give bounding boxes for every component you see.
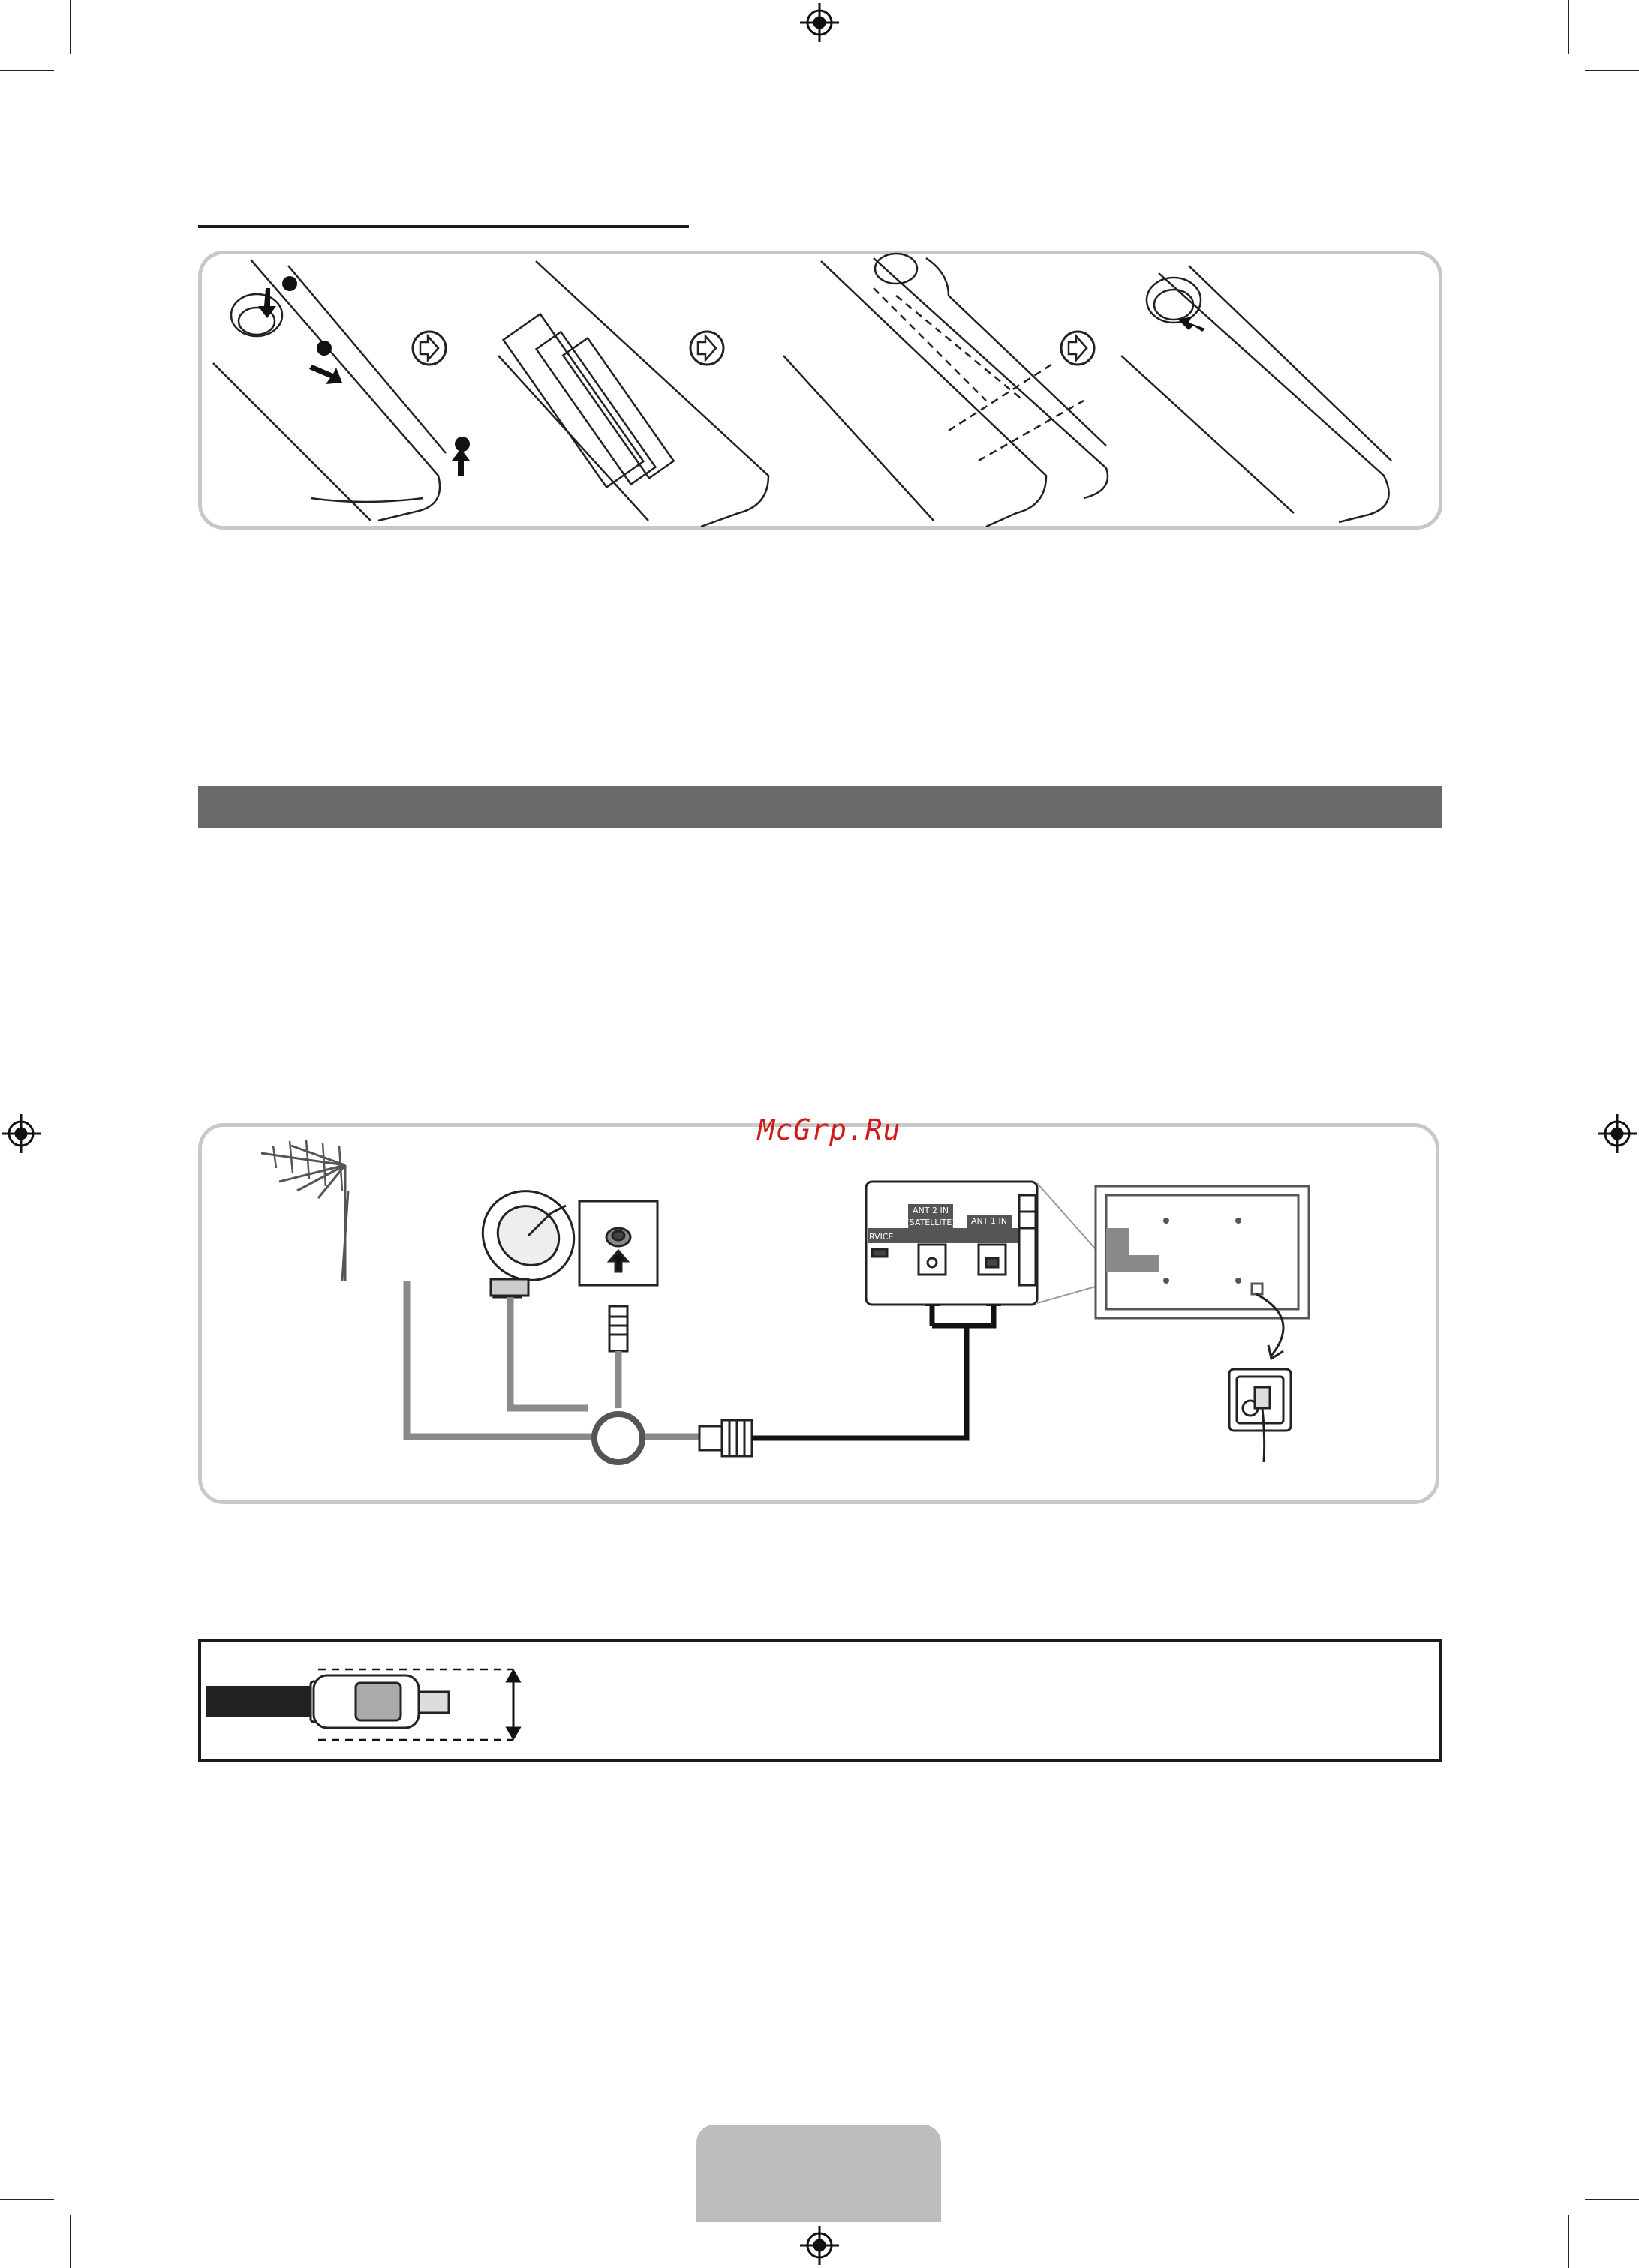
push-arrow-icon	[1178, 317, 1205, 332]
wall-antenna-socket-icon	[579, 1201, 657, 1285]
step-dot-2	[317, 341, 332, 356]
remote-step-1	[213, 260, 446, 521]
heading-underline	[198, 225, 689, 228]
height-arrow-icon	[507, 1671, 519, 1738]
satellite-dish-icon	[465, 1173, 591, 1298]
remote-step-3	[783, 254, 1108, 527]
remote-step-2	[498, 261, 768, 527]
up-arrow-icon	[452, 449, 470, 476]
port-label-ant2-satellite: (SATELLITE)	[906, 1218, 955, 1227]
circle-right-arrow-icon	[690, 332, 723, 365]
down-arrow-icon	[258, 288, 276, 318]
port-label-service: RVICE	[869, 1232, 894, 1242]
remote-step-4	[1121, 266, 1391, 522]
cable-body	[206, 1686, 326, 1717]
battery-steps-illustration	[198, 251, 1442, 530]
tv-port-panel	[866, 1182, 1037, 1305]
antenna-icon	[261, 1140, 348, 1281]
step-dot-1	[282, 276, 297, 291]
crosshair-target-icon	[1598, 1114, 1637, 1153]
hdmi-cable-illustration	[198, 1639, 536, 1762]
hdmi-plug-icon	[311, 1675, 449, 1728]
section-header-bar	[198, 786, 1442, 828]
crosshair-target-icon	[800, 2226, 839, 2265]
watermark-text: McGrp.Ru	[757, 1113, 901, 1146]
antenna-connection-illustration	[198, 1123, 1439, 1504]
tv-back-icon	[1096, 1186, 1309, 1318]
circle-right-arrow-icon	[1061, 332, 1094, 365]
crosshair-target-icon	[2, 1114, 41, 1153]
splitter-ring	[594, 1414, 642, 1462]
page-number-tab	[696, 2125, 941, 2222]
step-dot-3	[455, 437, 470, 452]
f-connector-icon	[699, 1420, 752, 1456]
slide-arrow-icon	[309, 365, 342, 384]
port-label-ant1: ANT 1 IN	[971, 1216, 1007, 1226]
circle-right-arrow-icon	[413, 332, 446, 365]
power-outlet-icon	[1229, 1369, 1291, 1462]
port-label-ant2: ANT 2 IN	[913, 1206, 949, 1215]
crosshair-target-icon	[800, 3, 839, 42]
